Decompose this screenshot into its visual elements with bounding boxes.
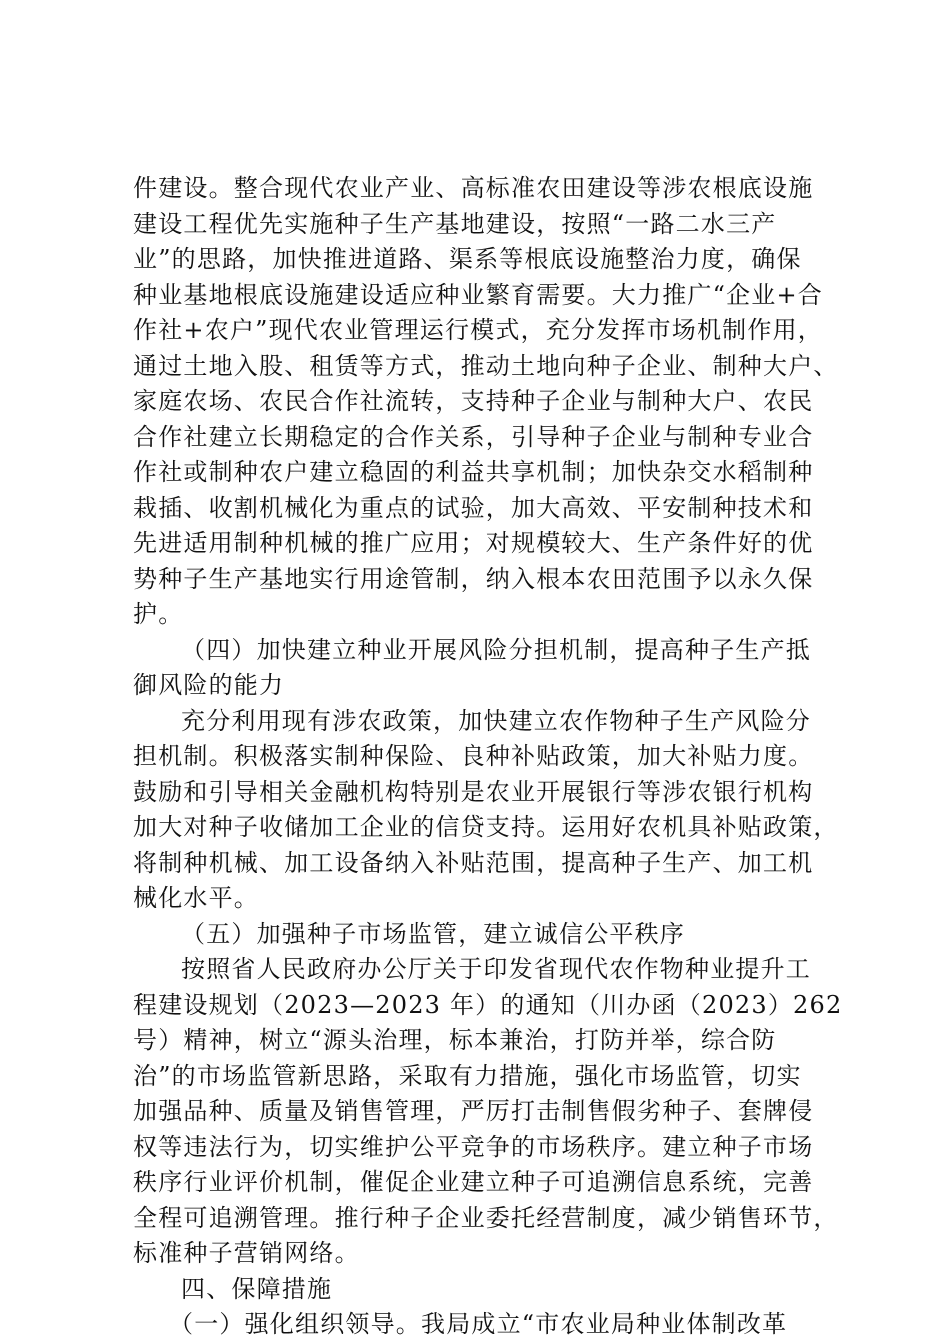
body-line: 势种子生产基地实行用途管制，纳入根本农田范围予以永久保	[133, 564, 814, 593]
body-line: 件建设。整合现代农业产业、高标准农田建设等涉农根底设施	[133, 174, 814, 202]
body-line: 械化水平。	[133, 884, 259, 912]
section-heading: （一）强化组织领导。我局成立“市农业局种业体制改革	[169, 1310, 788, 1338]
body-line: 合作社建立长期稳定的合作关系，引导种子企业与制种专业合	[133, 422, 814, 451]
section-heading-continued: 御风险的能力	[133, 671, 285, 699]
body-line: 号）精神，树立“源头治理，标本兼治，打防并举，综合防	[133, 1026, 777, 1054]
body-line: 业”的思路，加快推进道路、渠系等根底设施整治力度，确保	[133, 245, 802, 273]
body-line: 加强品种、质量及销售管理，严厉打击制售假劣种子、套牌侵	[133, 1097, 814, 1125]
body-line: 种业基地根底设施建设适应种业繁育需要。大力推广“企业+合	[133, 280, 823, 309]
body-line: 通过土地入股、租赁等方式，推动土地向种子企业、制种大户、	[133, 351, 839, 380]
body-line: 栽插、收割机械化为重点的试验，加大高效、平安制种技术和	[133, 493, 814, 522]
body-line: 加大对种子收储加工企业的信贷支持。运用好农机具补贴政策，	[133, 813, 839, 841]
body-line: 权等违法行为，切实维护公平竞争的市场秩序。建立种子市场	[133, 1132, 814, 1161]
body-line: 家庭农场、农民合作社流转，支持种子企业与制种大户、农民	[133, 387, 814, 415]
document-body	[133, 171, 843, 1343]
paragraph-start: 按照省人民政府办公厅关于印发省现代农作物种业提升工	[181, 955, 811, 983]
body-line: 护。	[133, 600, 184, 628]
body-line: 作社+农户”现代农业管理运行模式，充分发挥市场机制作用，	[133, 316, 823, 344]
section-heading: （四）加快建立种业开展风险分担机制，提高种子生产抵	[181, 635, 811, 664]
body-line: 全程可追溯管理。推行种子企业委托经营制度，减少销售环节，	[133, 1203, 839, 1232]
body-line: 作社或制种农户建立稳固的利益共享机制；加快杂交水稻制种	[133, 458, 814, 486]
paragraph-start: 充分利用现有涉农政策，加快建立农作物种子生产风险分	[181, 706, 811, 735]
section-heading: 四、保障措施	[181, 1274, 333, 1303]
body-line: 标准种子营销网络。	[133, 1239, 360, 1267]
body-line: 秩序行业评价机制，催促企业建立种子可追溯信息系统，完善	[133, 1168, 814, 1196]
body-line: 程建设规划（2023—2023 年）的通知（川办函（2023）262	[133, 990, 843, 1019]
body-line: 担机制。积极落实制种保险、良种补贴政策，加大补贴力度。	[133, 742, 814, 770]
body-line: 先进适用制种机械的推广应用；对规模较大、生产条件好的优	[133, 529, 814, 557]
body-line: 建设工程优先实施种子生产基地建设，按照“一路二水三产	[133, 209, 777, 238]
body-line: 将制种机械、加工设备纳入补贴范围，提高种子生产、加工机	[133, 848, 814, 877]
body-line: 治”的市场监管新思路，采取有力措施，强化市场监管，切实	[133, 1061, 802, 1090]
body-line: 鼓励和引导相关金融机构特别是农业开展银行等涉农银行机构	[133, 777, 814, 806]
section-heading: （五）加强种子市场监管，建立诚信公平秩序	[181, 919, 685, 948]
